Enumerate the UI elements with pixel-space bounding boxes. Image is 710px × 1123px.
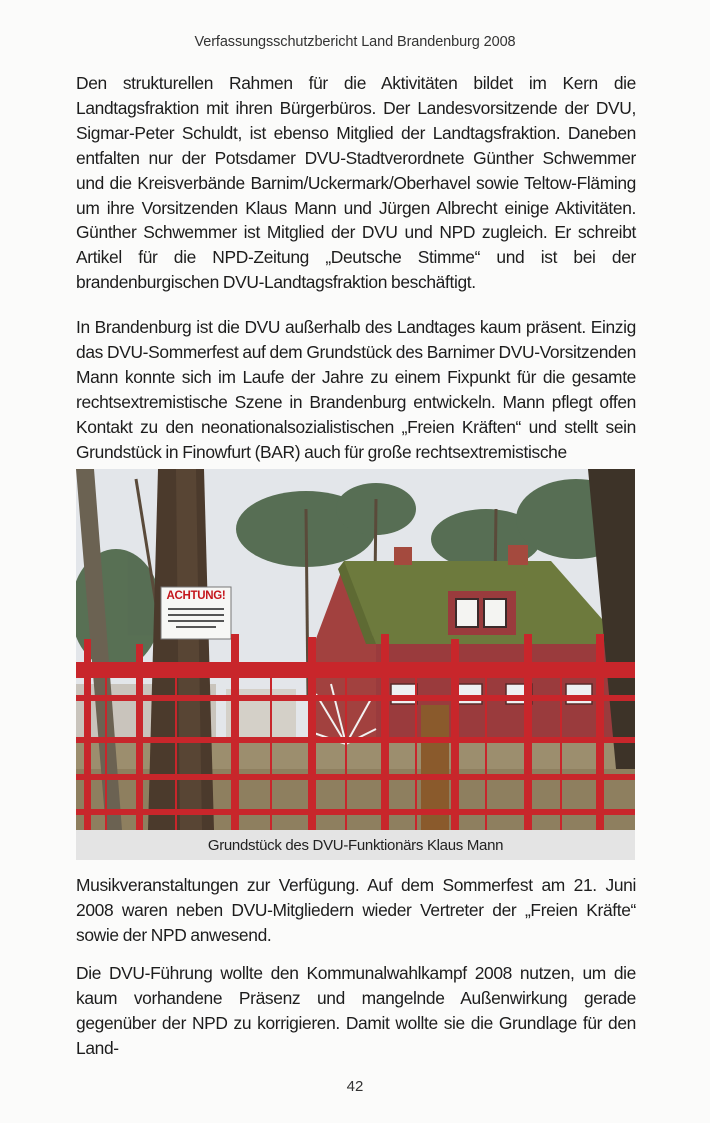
sign-text-line (168, 608, 224, 610)
paragraph-1: Den strukturellen Rahmen für die Aktivitäten bildet im Kern die Landtagsfraktion mit ihren Bürgerbüros. Der Landesvorsitzende der DVU, Sigmar-Peter Schuldt, ist ebenso Mitglied der Landtagsfraktion. Daneben entfalten nur der Potsdamer DVU-Stadtverordnete Günther Schwemmer und die Kreisverbände Barnim/Uckermark/Oberhavel sowie Teltow-Fläming um ihre Vorsitzenden Klaus Mann und Jürgen Albrecht einige Aktivitäten. Günther Schwemmer ist Mitglied der DVU und NPD zugleich. Er schreibt Artikel für die NPD-Zeitung „Deutsche Stimme“ und ist bei der brandenburgischen DVU-Landtagsfraktion beschäftigt. (76, 73, 636, 293)
paragraph-2: In Brandenburg ist die DVU außerhalb des Landtages kaum präsent. Einzig das DVU-Sommerfest auf dem Grundstück des Barnimer DVU-Vorsitzenden Mann konnte sich im Laufe der Jahre zu einem Fixpunkt für die gesamte rechtsextremistische Szene in Brandenburg entwickeln. Mann pflegt offen Kontakt zu den neonationalsozialistischen „Freien Kräften“ und stellt sein Grundstück in Finowfurt (BAR) auch für große rechtsextremistische (76, 317, 636, 462)
page-number: 42 (346, 1078, 364, 1095)
warning-sign-text: ACHTUNG! (166, 590, 226, 602)
figure-caption: Grundstück des DVU-Funktionärs Klaus Mann (76, 830, 635, 860)
sign-text-line (168, 614, 224, 616)
photo-property (76, 469, 635, 830)
sign-text-line (176, 626, 216, 628)
running-header: Verfassungsschutzbericht Land Brandenburg 2008 (194, 34, 516, 50)
photo-illustration (76, 469, 635, 830)
paragraph-3: Musikveranstaltungen zur Verfügung. Auf dem Sommerfest am 21. Juni 2008 waren neben DVU-Mitgliedern wieder Vertreter der „Freien Kräfte“ sowie der NPD anwesend. (76, 875, 636, 945)
paragraph-4: Die DVU-Führung wollte den Kommunalwahlkampf 2008 nutzen, um die kaum vorhandene Präsenz und mangelnde Außenwirkung gerade gegenüber der NPD zu korrigieren. Damit wollte sie die Grundlage für den Land- (76, 963, 636, 1058)
sign-text-line (168, 620, 224, 622)
